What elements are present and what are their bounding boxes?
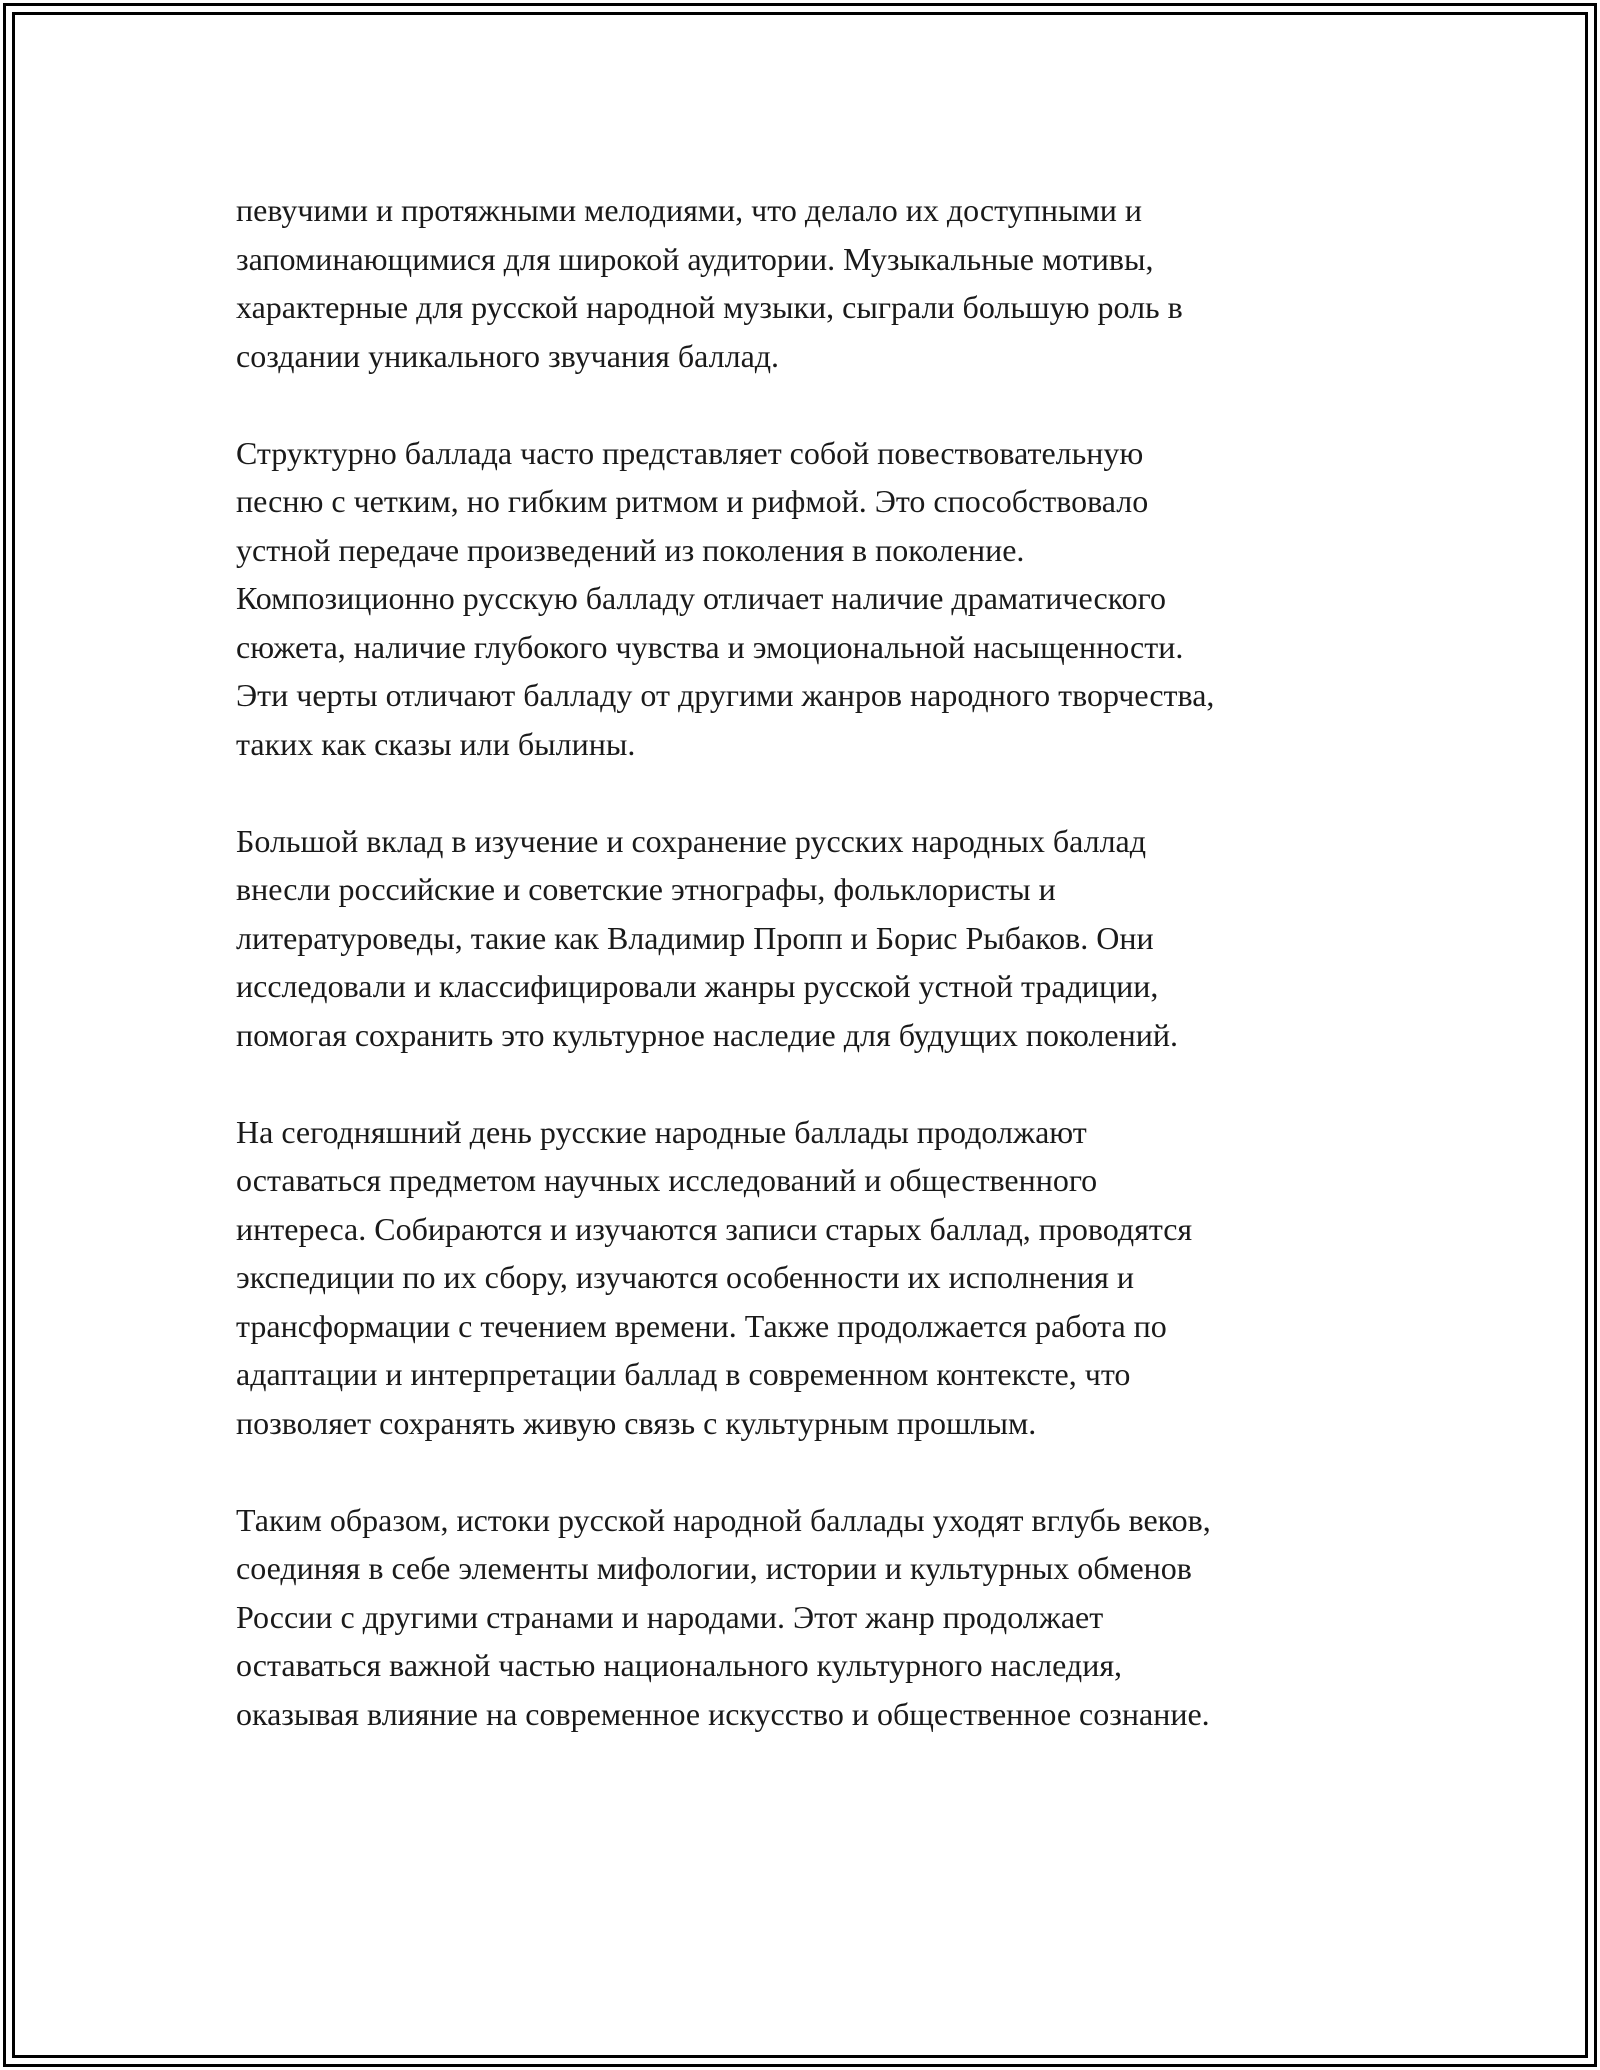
paragraph-3: Большой вклад в изучение и сохранение русских народных баллад внесли российские и советские этнографы, фольклористы и литературоведы, такие как Владимир Пропп и Борис Рыбаков. Они исследовали и классифицировали жанры русской устной традиции, помогая сохранить это культурное наследие для будущих поколений. bbox=[236, 822, 1178, 1053]
paragraph-1: певучими и протяжными мелодиями, что делало их доступными и запоминающимися для широкой аудитории. Музыкальные мотивы, характерные для русской народной музыки, сыграли большую роль в создании уникального звучания баллад. bbox=[236, 192, 1183, 374]
paragraph-4: На сегодняшний день русские народные баллады продолжают оставаться предметом научных исследований и общественного интереса. Собираются и изучаются записи старых баллад, проводятся экспедиции по их сбору, изучаются особенности их исполнения и трансформации с течением времени. Также продолжается работа по адаптации и интерпретации баллад в современном контексте, что позволяет сохранять живую связь с культурным прошлым. bbox=[236, 1113, 1193, 1441]
document-body bbox=[236, 186, 1376, 1738]
paragraph-2: Структурно баллада часто представляет собой повествовательную песню с четким, но гибким ритмом и рифмой. Это способствовало устной передаче произведений из поколения в поколение. Композиционно русскую балладу отличает наличие драматического сюжета, наличие глубокого чувства и эмоциональной насыщенности. Эти черты отличают балладу от другими жанров народного творчества, таких как сказы или былины. bbox=[236, 434, 1215, 762]
paragraph-5: Таким образом, истоки русской народной баллады уходят вглубь веков, соединяя в себе элементы мифологии, истории и культурных обменов России с другими странами и народами. Этот жанр продолжает оставаться важной частью национального культурного наследия, оказывая влияние на современное искусство и общественное сознание. bbox=[236, 1501, 1211, 1732]
